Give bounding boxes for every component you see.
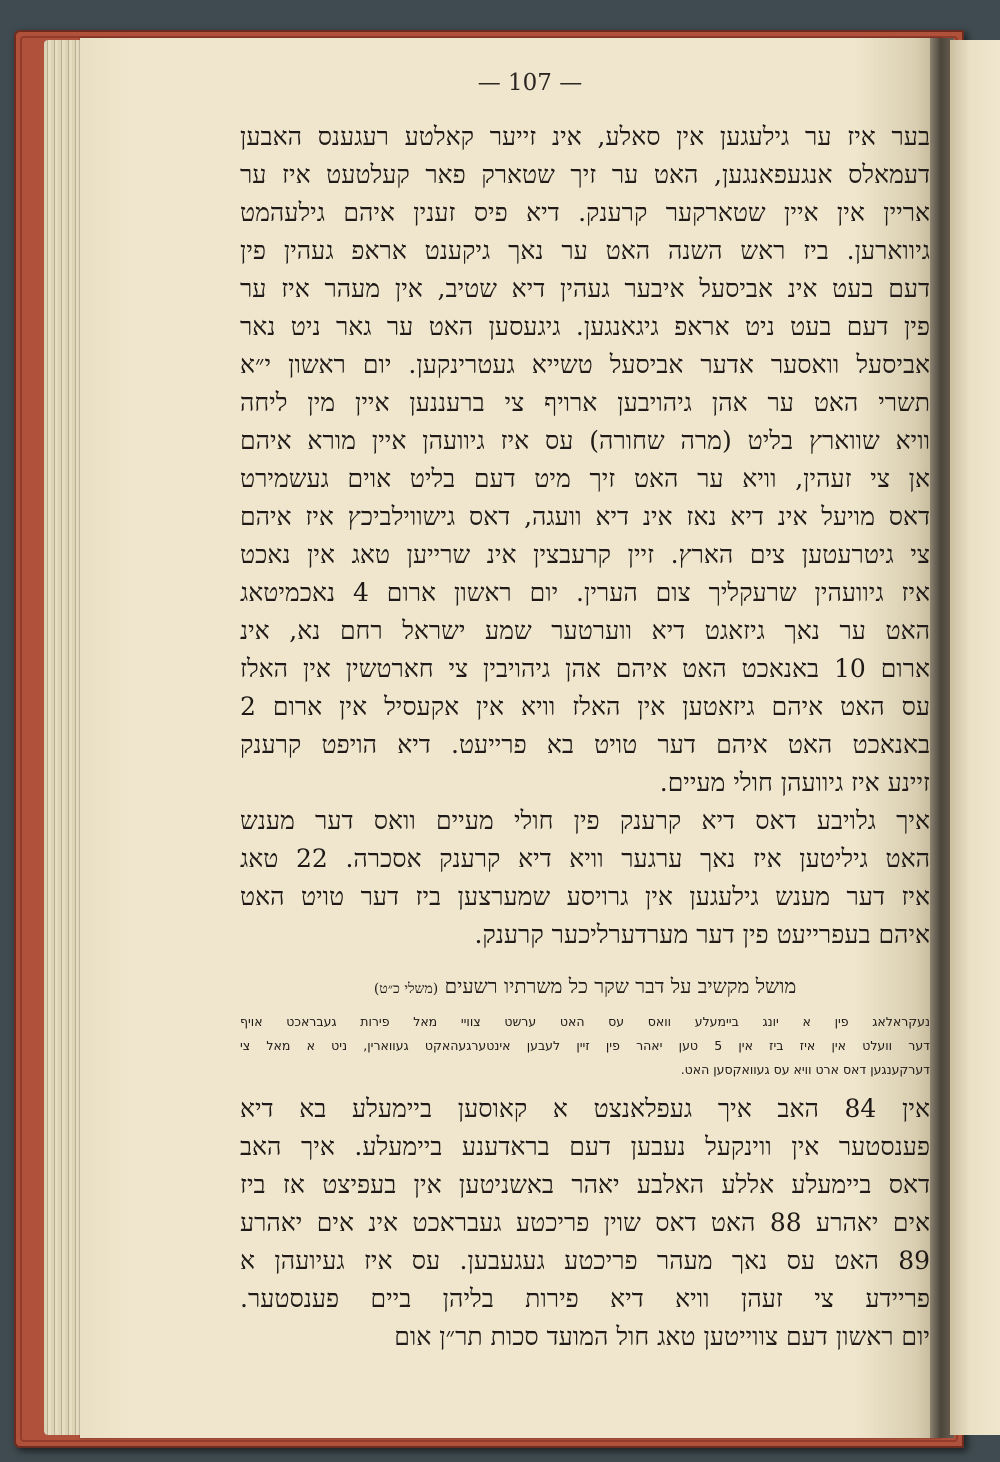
text-line: האט גיליטען איז נאך ערגער וויא דיא קרענק אסכרה. 22 טאג	[240, 844, 930, 873]
text-line: צי גיטרעטען צים הארץ. זיין קרעבצין אינ שרייען טאג אין נאכט	[240, 540, 930, 569]
text-line: עס האט איהם גיזאטען אין האלז וויא אין אקעסיל אין ארום 2	[240, 692, 930, 721]
text-line: תשרי האט ער אהן גיהויבען ארויף צי ברעננען איין מין ליחה	[240, 388, 930, 417]
text-line: באנאכט האט איהם דער טויט בא פרייעט. דיא הויפט קרענק	[240, 730, 930, 759]
text-line: פענסטער אין ווינקעל נעבען דעם בראדענע ביימעלע. איך האב	[240, 1132, 930, 1161]
footnote-line: נעקראלאג פין א יונג ביימעלע וואס עס האט ערשט צוויי מאל פירות געבראכט אויף	[240, 1014, 930, 1029]
text-line: פין דעם בעט ניט אראפ גיגאנגען. גיגעסען האט ער גאר ניט נאר	[240, 312, 930, 341]
text-line: איהם בעפרייעט פין דער מערדערליכער קרענק.	[474, 920, 930, 949]
footnote-block	[200, 1010, 930, 1082]
text-line: אן צי זעהין, וויא ער האט זיך מיט דעם בליט אוים געשמירט	[240, 464, 930, 493]
text-line: אביסעל וואסער אדער אביסעל טשייא געטרינקען. יום ראשון י״א	[240, 350, 930, 379]
paragraph-3	[200, 1090, 930, 1356]
text-line: דעמאלס אנגעפאנגען, האט ער זיך שטארק פאר קעלטעט איז ער	[240, 160, 930, 189]
text-line: דעם בעט אינ אביסעל איבער געהין דיא שטיב, אין מעהר איז ער	[240, 274, 930, 303]
page-number: — 107 —	[477, 70, 583, 96]
text-block	[200, 118, 930, 1356]
text-line: זיינע איז גיוועהן חולי מעיים.	[659, 768, 930, 797]
text-line: גיווארען. ביז ראש השנה האט ער נאך גיקענט אראפ געהין פין	[240, 236, 930, 265]
section-heading-ref: (משלי כ״ט)	[373, 981, 439, 997]
text-line: יום ראשון דעם צווייטען טאג חול המועד סכות תר״ן אום	[394, 1322, 930, 1351]
text-line: איז גיוועהין שרעקליך צום הערין. יום ראשון ארום 4 נאכמיטאג	[240, 578, 930, 607]
facing-page-edge	[950, 40, 1000, 1435]
footnote-line: דער וועלט אין איז ביז אין 5 טען יאהר פין זיין לעבען אינטערגעהאקט געווארין, ניט א מאל צי	[240, 1038, 930, 1053]
page-edges	[44, 40, 84, 1435]
text-line: איך גלויבע דאס דיא קרענק פין חולי מעיים וואס דער מענש	[240, 806, 930, 835]
footnote-line: דערקענגען דאס ארט וויא עס געוואקסען האט.	[680, 1062, 930, 1077]
text-line: האט ער נאך גיזאגט דיא ווערטער שמע ישראל רחם נא, אינ	[240, 616, 930, 645]
section-heading	[240, 966, 930, 1006]
text-line: דאס ביימעלע אללע האלבע יאהר באשניטען אין בעפיצט אז ביז	[240, 1170, 930, 1199]
section-heading-text: מושל מקשיב על דבר שקר כל משרתיו רשעים	[444, 974, 797, 998]
text-line: 89 האט עס נאך מעהר פריכטע געגעבען. עס איז געיועהן א	[240, 1246, 930, 1275]
text-line: אים יאהרע 88 האט דאס שוין פריכטע געבראכט אינ אים יאהרע	[240, 1208, 930, 1237]
text-line: פריידע צי זעהן וויא דיא פירות בליהן ביים פענסטער.	[240, 1284, 930, 1313]
text-line: וויא שווארץ בליט (מרה שחורה) עס איז גיוועהן איין מורא איהם	[240, 426, 930, 455]
text-line: אין 84 האב איך געפלאנצט א קאוסען ביימעלע בא דיא	[240, 1094, 930, 1123]
text-line: בער איז ער גילעגען אין סאלע, אינ זייער קאלטע רעגענס האבען	[240, 122, 930, 151]
text-line: אריין אין איין שטארקער קרענק. דיא פיס זענין איהם גילעהמט	[240, 198, 930, 227]
paragraph-1	[200, 118, 930, 954]
text-line: איז דער מענש גילעגען אין גרויסע שמערצען ביז דער טויט האט	[240, 882, 930, 911]
text-line: ארום 10 באנאכט האט איהם אהן גיהויבין צי חארטשין אין האלז	[240, 654, 930, 683]
text-line: דאס מויעל אינ דיא נאז אינ דיא וועגה, דאס גישווילביכץ איז איהם	[240, 502, 930, 531]
